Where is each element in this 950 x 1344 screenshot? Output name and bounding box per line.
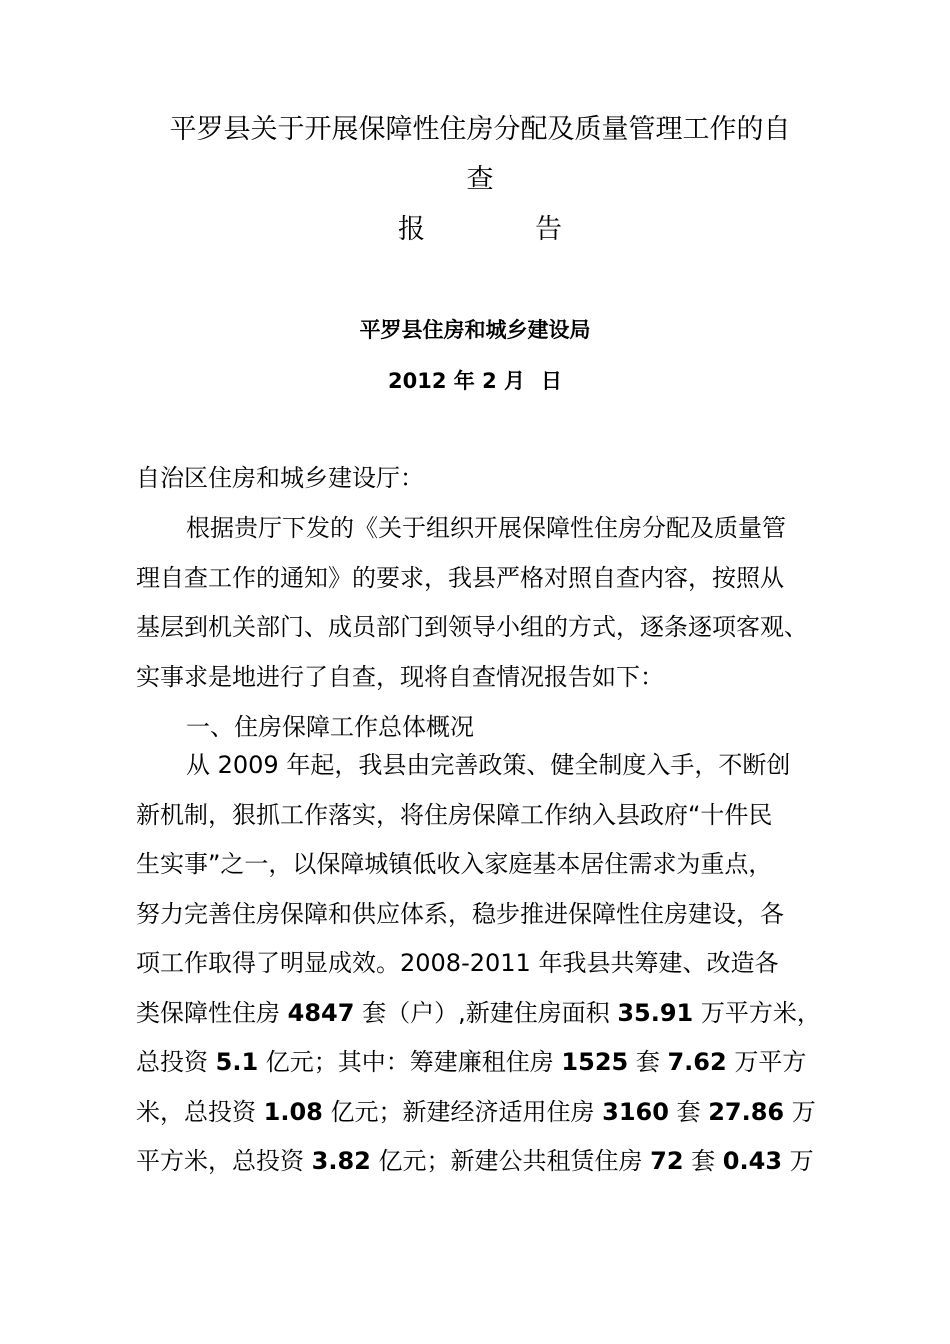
paragraph-line: 项工作取得了明显成效。2008-2011 年我县共筹建、改造各	[136, 949, 779, 977]
report-title-bao: 报	[398, 214, 425, 245]
stat-lowrent-investment: 1.08	[263, 1097, 323, 1126]
issuer: 平罗县住房和城乡建设局	[359, 318, 591, 342]
paragraph-line: 平方米，总投资 3.82 亿元；新建公共租赁住房 72 套 0.43 万	[136, 1147, 814, 1175]
section-heading-text: 一、住房保障工作总体概况	[186, 713, 474, 741]
stat-affordable-units: 3160	[602, 1097, 669, 1126]
paragraph-line: 基层到机关部门、成员部门到领导小组的方式，逐条逐项客观、	[136, 613, 808, 641]
paragraph-line: 理自查工作的通知》的要求，我县严格对照自查内容，按照从	[136, 563, 784, 592]
stat-total-units: 4847	[287, 998, 355, 1027]
paragraph-line: 新机制，狠抓工作落实，将住房保障工作纳入县政府“十件民	[136, 800, 773, 829]
report-title-line3	[140, 212, 820, 248]
report-date	[140, 367, 810, 395]
stat-total-area: 35.91	[617, 998, 694, 1027]
stat-affordable-investment: 3.82	[311, 1147, 371, 1175]
paragraph-line: 努力完善住房保障和供应体系，稳步推进保障性住房建设，各	[136, 899, 784, 928]
paragraph-line: 生实事”之一，以保障城镇低收入家庭基本居住需求为重点，	[136, 850, 773, 878]
stat-public-rental-units: 72	[650, 1147, 684, 1175]
stat-public-rental-area: 0.43	[722, 1147, 783, 1175]
paragraph-line: 根据贵厅下发的《关于组织开展保障性住房分配及质量管	[186, 514, 786, 542]
report-title-line1: 平罗县关于开展保障性住房分配及质量管理工作的自	[169, 114, 791, 145]
date-year-month: 2012 年 2 月	[388, 369, 525, 393]
paragraph-line: 米，总投资 1.08 亿元；新建经济适用住房 3160 套 27.86 万	[136, 1097, 816, 1126]
report-title-line2: 查	[466, 164, 494, 195]
stat-lowrent-area: 7.62	[667, 1048, 727, 1076]
salutation: 自治区住房和城乡建设厅：	[136, 464, 424, 492]
stat-lowrent-units: 1525	[561, 1048, 629, 1076]
paragraph-line: 实事求是地进行了自查，现将自查情况报告如下：	[136, 662, 664, 691]
paragraph-intro	[136, 504, 816, 702]
paragraph-line: 类保障性住房 4847 套（户）,新建住房面积 35.91 万平方米，	[136, 998, 821, 1027]
paragraph-line: 从 2009 年起，我县由完善政策、健全制度入手，不断创	[186, 751, 791, 779]
date-day: 日	[541, 369, 562, 393]
paragraph-overview	[136, 741, 821, 1187]
stat-affordable-area: 27.86	[708, 1097, 785, 1126]
report-title-gao: 告	[535, 214, 562, 245]
stat-total-investment: 5.1	[215, 1048, 259, 1076]
paragraph-line: 总投资 5.1 亿元；其中：筹建廉租住房 1525 套 7.62 万平方	[136, 1048, 807, 1076]
